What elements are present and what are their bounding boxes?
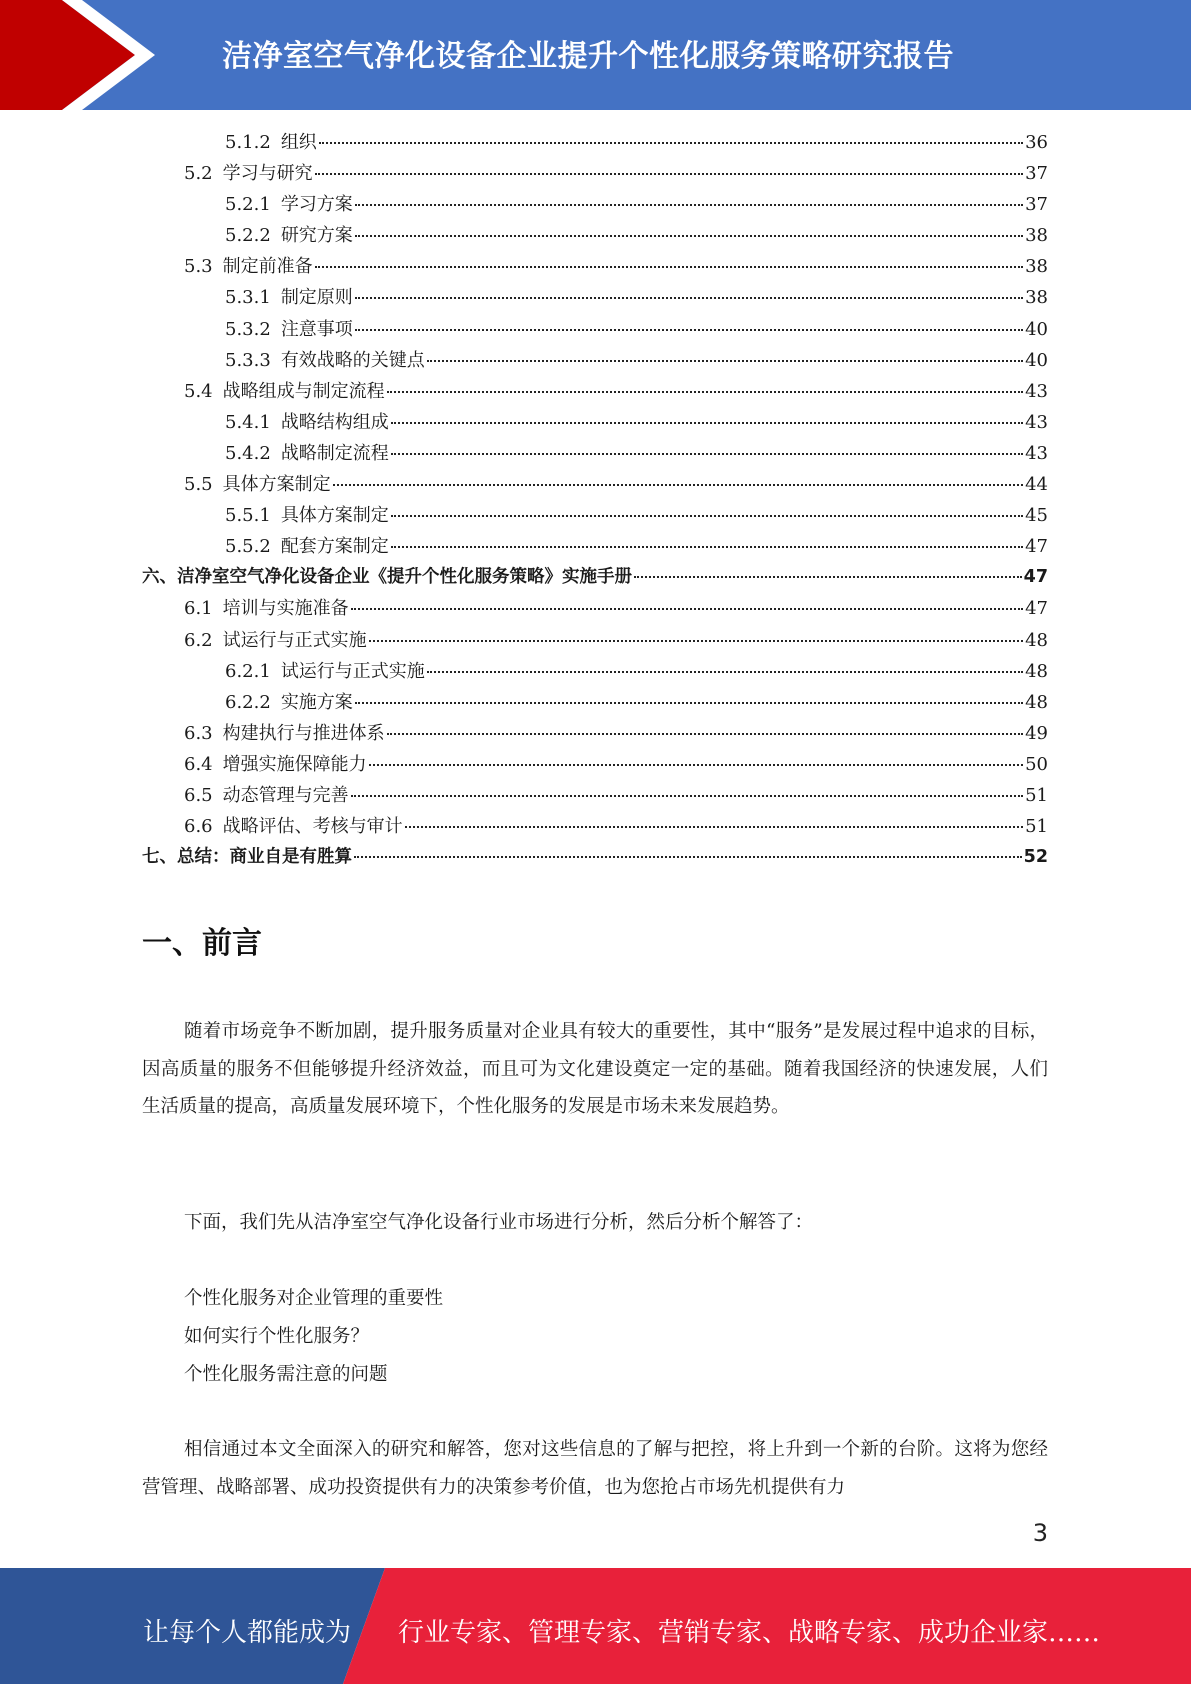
toc-entry-page: 36 — [1025, 132, 1048, 153]
toc-entry-number: 5.5.1 — [225, 505, 271, 527]
toc-entry[interactable] — [142, 283, 1048, 314]
toc-entry-page: 43 — [1025, 442, 1048, 464]
toc-entry-page: 43 — [1025, 411, 1048, 433]
toc-entry-number: 5.2 — [184, 163, 213, 185]
toc-dot-leader — [355, 204, 1023, 206]
footer-slogan-left: 让每个人都能成为 — [143, 1618, 352, 1648]
toc-entry[interactable] — [142, 408, 1048, 439]
toc-entry[interactable] — [142, 377, 1048, 408]
toc-entry[interactable] — [142, 501, 1048, 532]
toc-entry[interactable] — [142, 315, 1048, 346]
toc-entry-number: 5.4.1 — [225, 411, 271, 433]
toc-dot-leader — [333, 484, 1023, 486]
toc-entry-title: 战略组成与制定流程 — [222, 380, 385, 402]
toc-entry-number: 6.1 — [184, 598, 213, 620]
toc-entry-page: 48 — [1025, 691, 1048, 713]
closing-paragraph: 相信通过本文全面深入的研究和解答，您对这些信息的了解与把控，将上升到一个新的台阶。这将为您经营管理、战略部署、成功投资提供有力的决策参考价值，也为您抢占市场先机提供有力 — [142, 1439, 1048, 1498]
toc-entry-title: 试运行与正式实施 — [280, 660, 425, 682]
toc-entry-number: 5.1.2 — [225, 132, 271, 153]
toc-entry[interactable] — [142, 190, 1048, 221]
toc-entry-page: 37 — [1025, 163, 1048, 185]
toc-entry[interactable] — [142, 750, 1048, 781]
toc-entry-page: 44 — [1025, 474, 1048, 496]
toc-entry[interactable] — [142, 159, 1048, 190]
toc-entry[interactable] — [142, 563, 1048, 594]
toc-entry-title: 研究方案 — [280, 225, 353, 247]
toc-entry-title: 有效战略的关键点 — [280, 349, 425, 371]
toc-entry-title: 制定原则 — [280, 287, 353, 309]
toc-entry-title: 试运行与正式实施 — [222, 629, 367, 651]
toc-entry-page: 51 — [1025, 816, 1048, 838]
page-footer — [0, 1568, 1191, 1684]
toc-entry-page: 43 — [1025, 380, 1048, 402]
toc-dot-leader — [355, 235, 1023, 237]
analysis-paragraph: 下面，我们先从洁净室空气净化设备行业市场进行分析，然后分析个解答了： — [184, 1212, 814, 1233]
toc-entry-title: 构建执行与推进体系 — [222, 722, 385, 744]
toc-entry[interactable] — [142, 781, 1048, 812]
toc-entry-title: 组织 — [280, 132, 317, 153]
toc-entry-number: 5.4 — [184, 380, 213, 402]
toc-entry-number: 5.2.1 — [225, 194, 271, 216]
toc-entry-page: 50 — [1025, 753, 1048, 775]
toc-entry-page: 38 — [1025, 256, 1048, 278]
list-item: 个性化服务对企业管理的重要性 — [184, 1288, 444, 1309]
toc-entry-title: 具体方案制定 — [280, 505, 389, 527]
toc-dot-leader — [391, 515, 1023, 517]
toc-entry[interactable] — [142, 626, 1048, 657]
toc-entry-page: 38 — [1025, 287, 1048, 309]
toc-entry[interactable] — [142, 128, 1048, 159]
toc-dot-leader — [319, 142, 1023, 144]
list-item: 如何实行个性化服务？ — [184, 1326, 370, 1347]
toc-entry-title: 配套方案制定 — [280, 536, 389, 558]
toc-entry-number: 七、 — [142, 847, 177, 868]
toc-entry-number: 6.2.1 — [225, 660, 271, 682]
toc-dot-leader — [387, 391, 1023, 393]
toc-entry-page: 52 — [1023, 847, 1048, 868]
toc-entry[interactable] — [142, 346, 1048, 377]
toc-entry-number: 6.2 — [184, 629, 213, 651]
toc-entry-title: 增强实施保障能力 — [222, 753, 367, 775]
toc-dot-leader — [351, 795, 1023, 797]
toc-entry-number: 5.3.1 — [225, 287, 271, 309]
toc-dot-leader — [387, 733, 1023, 735]
toc-entry[interactable] — [142, 843, 1048, 874]
page-number: 3 — [1032, 1519, 1048, 1547]
toc-entry-title: 战略制定流程 — [280, 442, 389, 464]
toc-entry-number: 6.5 — [184, 784, 213, 806]
section-heading: 一、前言 — [142, 926, 262, 961]
toc-dot-leader — [369, 764, 1023, 766]
toc-entry-page: 49 — [1025, 722, 1048, 744]
toc-entry[interactable] — [142, 439, 1048, 470]
toc-dot-leader — [391, 546, 1023, 548]
toc-entry[interactable] — [142, 594, 1048, 625]
toc-entry-page: 45 — [1025, 505, 1048, 527]
toc-entry-title: 具体方案制定 — [222, 474, 331, 496]
toc-dot-leader — [351, 608, 1023, 610]
toc-entry-title: 制定前准备 — [222, 256, 313, 278]
toc-entry-title: 培训与实施准备 — [222, 598, 349, 620]
toc-entry-page: 40 — [1025, 349, 1048, 371]
toc-entry-page: 48 — [1025, 629, 1048, 651]
toc-entry-number: 5.5 — [184, 474, 213, 496]
toc-dot-leader — [315, 266, 1023, 268]
toc-dot-leader — [355, 297, 1023, 299]
toc-entry-page: 47 — [1025, 598, 1048, 620]
toc-dot-leader — [355, 702, 1023, 704]
toc-entry-number: 5.4.2 — [225, 442, 271, 464]
toc-dot-leader — [391, 453, 1023, 455]
toc-entry-page: 47 — [1023, 567, 1048, 588]
toc-dot-leader — [391, 422, 1023, 424]
toc-entry-title: 学习与研究 — [222, 163, 313, 185]
toc-entry[interactable] — [142, 657, 1048, 688]
toc-entry-page: 38 — [1025, 225, 1048, 247]
toc-dot-leader — [355, 329, 1023, 331]
toc-entry[interactable] — [142, 221, 1048, 252]
intro-paragraph: 随着市场竞争不断加剧，提升服务质量对企业具有较大的重要性，其中“服务”是发展过程中追求的目标，因高质量的服务不但能够提升经济效益，而且可为文化建设奠定一定的基础。随着我国经济的快速发展，人们生活质量的提高，高质量发展环境下，个性化服务的发展是市场未来发展趋势。 — [142, 1021, 1048, 1117]
toc-entry[interactable] — [142, 532, 1048, 563]
toc-dot-leader — [369, 640, 1023, 642]
header-arrow-decoration — [0, 0, 170, 110]
toc-dot-leader — [354, 856, 1022, 858]
toc-entry-page: 51 — [1025, 784, 1048, 806]
toc-entry-page: 37 — [1025, 194, 1048, 216]
toc-entry-title: 洁净室空气净化设备企业《提升个性化服务策略》实施手册 — [177, 567, 632, 588]
toc-entry-number: 5.3.3 — [225, 349, 271, 371]
toc-entry-number: 6.4 — [184, 753, 213, 775]
toc-entry-page: 47 — [1025, 536, 1048, 558]
toc-entry[interactable] — [142, 719, 1048, 750]
toc-dot-leader — [405, 826, 1023, 828]
toc-entry-title: 动态管理与完善 — [222, 784, 349, 806]
toc-dot-leader — [427, 671, 1023, 673]
toc-entry[interactable] — [142, 812, 1048, 843]
footer-slogan-right: 行业专家、管理专家、营销专家、战略专家、成功企业家…… — [398, 1618, 1101, 1648]
toc-entry-number: 6.6 — [184, 816, 213, 838]
toc-entry-number: 5.2.2 — [225, 225, 271, 247]
toc-entry-number: 六、 — [142, 567, 177, 588]
list-item: 个性化服务需注意的问题 — [184, 1364, 388, 1385]
page-header — [0, 0, 1191, 110]
toc-dot-leader — [427, 360, 1023, 362]
toc-entry[interactable] — [142, 252, 1048, 283]
toc-entry-number: 6.2.2 — [225, 691, 271, 713]
table-of-contents — [142, 128, 1048, 874]
toc-entry-title: 学习方案 — [280, 194, 353, 216]
toc-entry-page: 48 — [1025, 660, 1048, 682]
toc-entry-title: 总结：商业自是有胜算 — [177, 847, 352, 868]
toc-entry[interactable] — [142, 470, 1048, 501]
toc-entry-title: 实施方案 — [280, 691, 353, 713]
toc-entry-number: 6.3 — [184, 722, 213, 744]
toc-entry-title: 战略评估、考核与审计 — [222, 816, 403, 838]
toc-entry-number: 5.5.2 — [225, 536, 271, 558]
toc-entry-number: 5.3.2 — [225, 318, 271, 340]
toc-entry-number: 5.3 — [184, 256, 213, 278]
toc-entry-page: 40 — [1025, 318, 1048, 340]
document-title: 洁净室空气净化设备企业提升个性化服务策略研究报告 — [222, 39, 954, 74]
toc-entry[interactable] — [142, 688, 1048, 719]
toc-entry-title: 战略结构组成 — [280, 411, 389, 433]
toc-dot-leader — [315, 173, 1023, 175]
question-list — [184, 1280, 443, 1394]
toc-entry-title: 注意事项 — [280, 318, 353, 340]
toc-dot-leader — [634, 576, 1022, 578]
